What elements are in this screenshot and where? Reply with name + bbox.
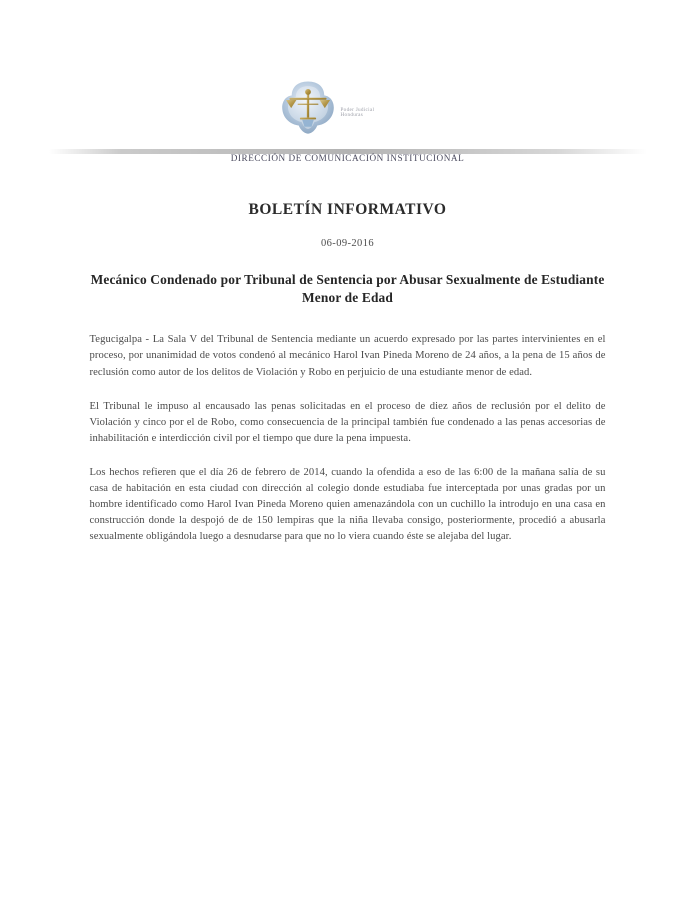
letterhead [0, 0, 695, 163]
bulletin-title: BOLETÍN INFORMATIVO [248, 201, 447, 218]
logo-wordmark [341, 108, 375, 119]
paragraph: Tegucigalpa - La Sala V del Tribunal de Sentencia mediante un acuerdo expresado por las partes intervinientes en el proceso, por unanimidad de votos condenó al mecánico Harol Ivan Pineda Moreno de 24 años, a la pena de 15 años de reclusión como autor de los delitos de Violación y Robo en perjuicio de una estudiante menor de edad. [89, 334, 606, 378]
logo-wordmark-line2: Honduras [340, 112, 364, 119]
poder-judicial-emblem-icon [279, 78, 337, 136]
department-name: DIRECCIÓN DE COMUNICACIÓN INSTITUCIONAL [230, 153, 465, 163]
paragraph: Los hechos refieren que el día 26 de febrero de 2014, cuando la ofendida a eso de las 6:00 de la mañana salía de su casa de habitación en esta ciudad con dirección al colegio donde estudiaba fue interceptada por unas gradas por un hombre identificado como Harol Ivan Pineda Moreno quien amenazándola con un cuchillo la introdujo en una casa en construcción donde la despojó de de 150 lempiras que la niña llevaba consigo, posteriormente, procedió a abusarla sexualmente obligándola luego a desnudarse para que no lo viera cuando éste se alejaba del lugar. [89, 466, 606, 543]
paragraph: El Tribunal le impuso al encausado las penas solicitadas en el proceso de diez años de reclusión por el delito de Violación y cinco por el de Robo, como consecuencia de la principal también fue condenado a las penas accesorias de inhabilitación e interdicción civil por el tiempo que dure la pena impuesta. [89, 400, 606, 444]
logo-wordmark-line1: Poder Judicial [340, 107, 375, 113]
institutional-logo [273, 78, 423, 140]
article-body [90, 332, 606, 545]
page-title: Mecánico Condenado por Tribunal de Sentencia por Abusar Sexualmente de Estudiante Menor de Edad [90, 272, 605, 305]
bulletin-date: 06-09-2016 [321, 238, 374, 249]
